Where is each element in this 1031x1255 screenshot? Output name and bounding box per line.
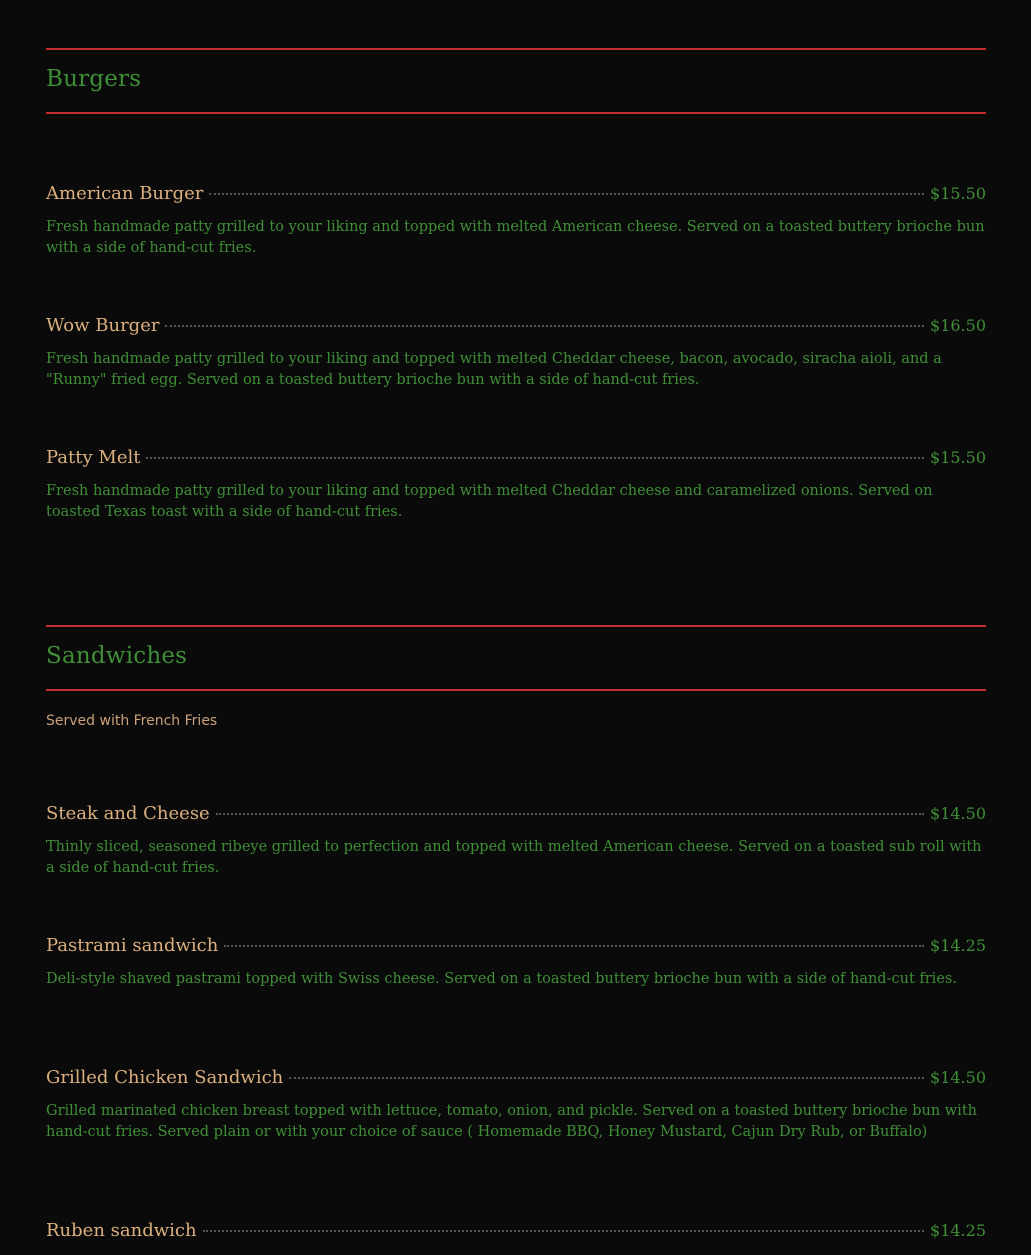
item-description: Fresh handmade patty grilled to your liking and topped with melted American cheese. Served on a toasted buttery brioche bun with a side of hand-cut fries. [46,219,985,256]
item-description: Thinly sliced, seasoned ribeye grilled to perfection and topped with melted American cheese. Served on a toasted sub roll with a side of hand-cut fries. [46,839,982,876]
item-price: $15.50 [930,184,986,203]
menu-item-patty-melt[interactable] [46,447,986,523]
dot-leader [146,457,924,459]
item-description: Fresh handmade patty grilled to your liking and topped with melted Cheddar cheese, bacon, avocado, siracha aioli, and a "Runny" fried egg. Served on a toasted buttery brioche bun with a side of hand-cut fries. [46,351,942,388]
item-description: Grilled marinated chicken breast topped with lettuce, tomato, onion, and pickle. Served on a toasted buttery brioche bun with hand-cut fries. Served plain or with your choice of sauce ( Homemade BBQ, Honey Mustard, Cajun Dry Rub, or Buffalo) [46,1103,977,1140]
dot-leader [289,1077,924,1079]
menu-item-grilled-chicken-sandwich[interactable] [46,1067,986,1143]
item-line [46,1220,986,1246]
dot-leader [209,193,924,195]
item-line [46,183,986,209]
item-price: $14.50 [930,804,986,823]
item-price: $14.25 [930,1221,986,1240]
item-price: $14.50 [930,1068,986,1087]
item-name: Steak and Cheese [46,803,210,824]
menu-item-pastrami-sandwich[interactable] [46,935,986,990]
item-line [46,935,986,961]
section-header-burgers [46,48,986,114]
item-line [46,803,986,829]
menu-item-steak-and-cheese[interactable] [46,803,986,879]
dot-leader [224,945,924,947]
item-name: American Burger [46,183,204,204]
item-name: Patty Melt [46,447,141,468]
item-price: $15.50 [930,448,986,467]
menu-item-wow-burger[interactable] [46,315,986,391]
item-description: Deli-style shaved pastrami topped with Swiss cheese. Served on a toasted buttery brioche bun with a side of hand-cut fries. [46,971,957,987]
item-description: Fresh handmade patty grilled to your liking and topped with melted Cheddar cheese and caramelized onions. Served on toasted Texas toast with a side of hand-cut fries. [46,483,933,520]
section-note: Served with French Fries [46,713,218,729]
item-name: Wow Burger [46,315,160,336]
item-name: Grilled Chicken Sandwich [46,1067,284,1088]
item-line [46,447,986,473]
item-line [46,315,986,341]
item-price: $14.25 [930,936,986,955]
item-line [46,1067,986,1093]
dot-leader [216,813,924,815]
dot-leader [203,1230,924,1232]
menu-item-american-burger[interactable] [46,183,986,259]
item-price: $16.50 [930,316,986,335]
item-name: Ruben sandwich [46,1220,197,1241]
section-title-burgers: Burgers [46,66,142,92]
menu-item-ruben-sandwich[interactable] [46,1220,986,1246]
section-title-sandwiches: Sandwiches [46,643,188,669]
dot-leader [165,325,924,327]
item-name: Pastrami sandwich [46,935,219,956]
